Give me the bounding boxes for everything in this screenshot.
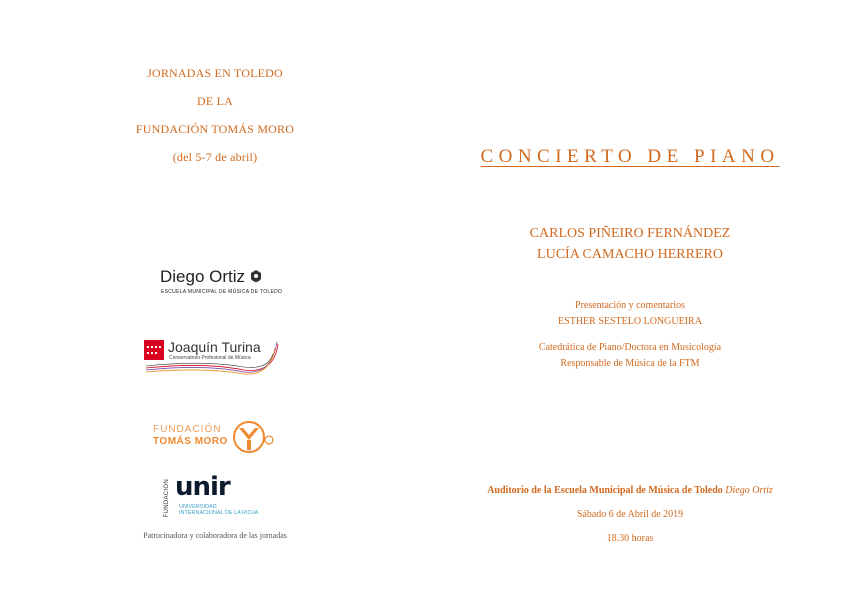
presenter-name: ESTHER SESTELO LONGUEIRA [558, 316, 702, 327]
presenter-credential-2: Responsable de Música de la FTM [560, 358, 700, 369]
venue-italic: Diego Ortiz [725, 485, 773, 496]
venue-main: Auditorio de la Escuela Municipal de Música de Toledo [487, 485, 723, 496]
unir-fundacion-vertical: FUNDACIÓN [164, 479, 170, 518]
event-title-line-3: FUNDACIÓN TOMÁS MORO [135, 122, 295, 136]
diego-ortiz-subtitle: ESCUELA MUNICIPAL DE MÚSICA DE TOLEDO [161, 289, 283, 295]
presentation-label: Presentación y comentarios [575, 300, 685, 311]
fundacion-tomas-moro-logo [153, 418, 275, 458]
diego-ortiz-logo [160, 267, 283, 297]
concert-date: Sábado 6 de Abril de 2019 [576, 509, 684, 520]
event-title-line-1: JORNADAS EN TOLEDO [147, 66, 283, 80]
performer-1: CARLOS PIÑEIRO FERNÁNDEZ [529, 226, 731, 241]
venue [430, 485, 830, 496]
presenter-credential-1: Catedrática de Piano/Doctora en Musicología [538, 342, 722, 353]
ftm-line-2: TOMÁS MORO [153, 436, 228, 447]
joaquin-turina-subtitle: Conservatorio Profesional de Música [169, 355, 251, 361]
unir-wordmark: unir [175, 472, 230, 502]
unir-subtitle: UNIVERSIDAD INTERNACIONAL DE LA RIOJA [179, 504, 259, 516]
crest-icon [249, 269, 263, 285]
sponsor-note: Patrocinadora y colaboradora de las jornadas [143, 531, 287, 540]
joaquin-turina-logo [144, 334, 284, 376]
diego-ortiz-name: Diego Ortiz [160, 267, 246, 286]
performer-2: LUCÍA CAMACHO HERRERO [537, 247, 723, 262]
unir-logo [165, 474, 265, 524]
event-title-line-2: DE LA [197, 94, 233, 108]
tomas-moro-emblem-icon [231, 418, 275, 456]
ftm-line-1: FUNDACIÓN [153, 424, 222, 435]
concert-title: CONCIERTO DE PIANO [480, 146, 780, 167]
concert-time: 18.30 horas [606, 533, 654, 544]
event-dates: (del 5-7 de abril) [172, 150, 258, 164]
joaquin-turina-name: Joaquín Turina [168, 339, 261, 355]
strings-swoosh-icon [144, 334, 284, 376]
